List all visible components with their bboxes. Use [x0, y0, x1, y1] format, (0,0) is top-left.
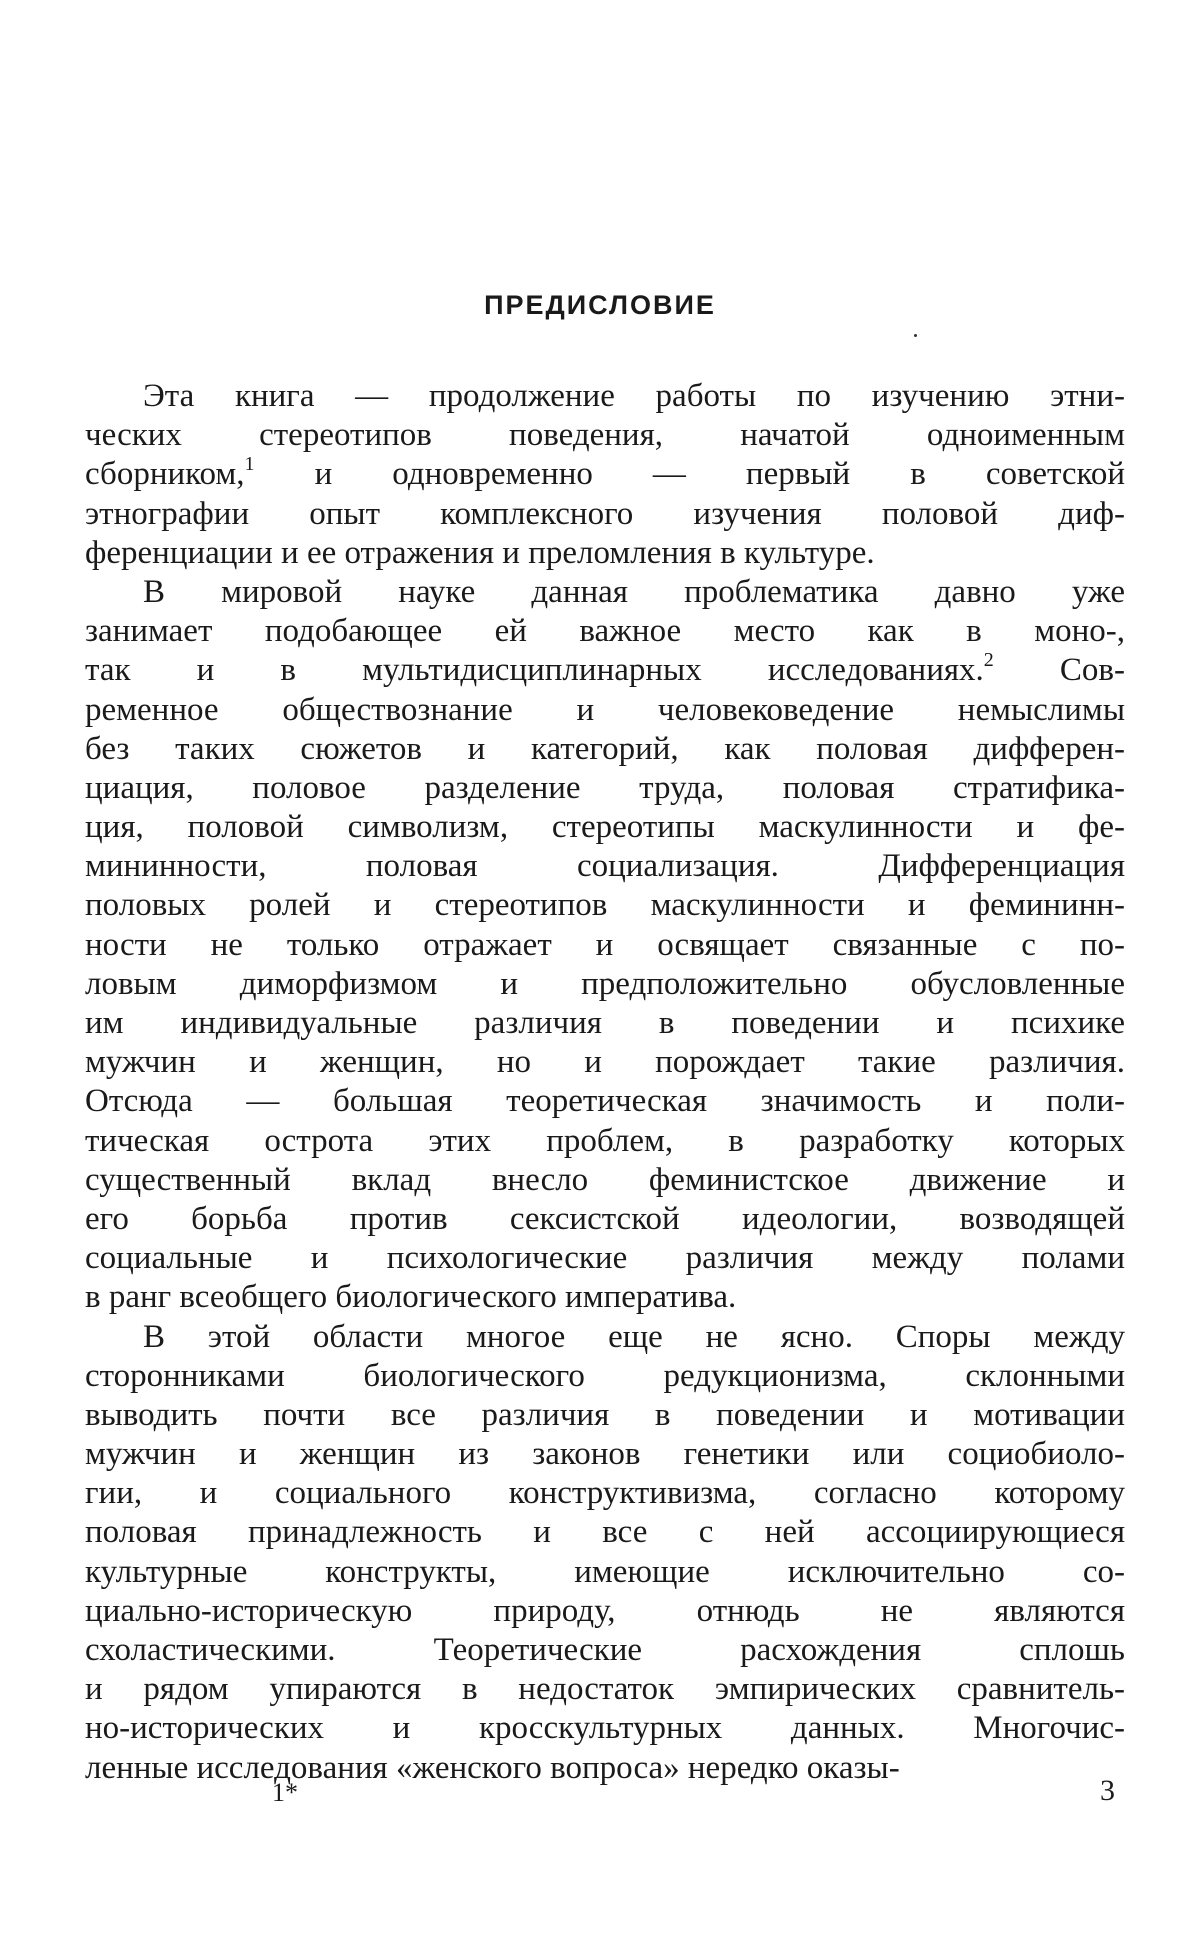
text-line: без таких сюжетов и категорий, как половая дифферен-	[85, 730, 1125, 767]
text-line: мужчин и женщин из законов генетики или социобиоло-	[85, 1436, 1125, 1473]
signature-mark: 1*	[272, 1778, 298, 1807]
line-text-before-footnote: сборником,	[85, 456, 245, 493]
text-line: Отсюда — большая теоретическая значимость и поли-	[85, 1083, 1125, 1120]
footnote-marker: 1	[244, 453, 255, 476]
text-line: и рядом упираются в недостаток эмпирических сравнитель-	[85, 1671, 1125, 1708]
text-line: ременное обществознание и человековедение немыслимы	[85, 691, 1125, 728]
text-line: мужчин и женщин, но и порождает такие различия.	[85, 1044, 1125, 1081]
line-text-after-footnote: Сов-	[993, 652, 1125, 689]
text-line: тическая острота этих проблем, в разработку которых	[85, 1122, 1125, 1159]
print-speck	[914, 334, 917, 337]
text-line: половых ролей и стереотипов маскулинности и фемининн-	[85, 887, 1125, 924]
text-line: гии, и социального конструктивизма, согласно которому	[85, 1475, 1125, 1512]
text-line: этнографии опыт комплексного изучения половой диф-	[85, 495, 1125, 532]
footnote-marker: 2	[983, 649, 994, 672]
text-line: его борьба против сексистской идеологии, возводящей	[85, 1200, 1125, 1237]
text-line: социальные и психологические различия между полами	[85, 1240, 1125, 1277]
page-number: 3	[1100, 1774, 1115, 1807]
text-line: ция, половой символизм, стереотипы маскулинности и фе-	[85, 809, 1125, 846]
text-line: существенный вклад внесло феминистское движение и	[85, 1161, 1125, 1198]
text-line: В мировой науке данная проблематика давно уже	[143, 573, 1125, 610]
text-line: мининности, половая социализация. Дифференциация	[85, 848, 1125, 885]
text-line: но-исторических и кросскультурных данных. Многочис-	[85, 1710, 1125, 1747]
line-text-after-footnote: и одновременно — первый в советской	[254, 456, 1125, 493]
text-line: занимает подобающее ей важное место как в моно-,	[85, 613, 1125, 650]
text-line: схоластическими. Теоретические расхождения сплошь	[85, 1632, 1125, 1668]
text-line: циация, половое разделение труда, половая стратифика-	[85, 769, 1125, 806]
text-line	[85, 651, 1125, 690]
text-line: им индивидуальные различия в поведении и психике	[85, 1005, 1125, 1041]
line-text-before-footnote: так и в мультидисциплинарных исследованиях.	[85, 652, 984, 689]
text-line: ференциации и ее отражения и преломления в культуре.	[85, 534, 875, 571]
body-text	[85, 377, 1125, 1788]
paragraph	[85, 377, 1125, 573]
paragraph	[85, 573, 1125, 1318]
text-line: В этой области многое еще не ясно. Споры между	[143, 1318, 1125, 1355]
text-line: половая принадлежность и все с ней ассоциирующиеся	[85, 1514, 1125, 1551]
text-line: Эта книга — продолжение работы по изучению этни-	[143, 378, 1125, 414]
text-line: ленные исследования «женского вопроса» нередко оказы-	[85, 1749, 900, 1786]
text-line: ческих стереотипов поведения, начатой одноименным	[85, 417, 1125, 454]
text-line: культурные конструкты, имеющие исключительно со-	[85, 1553, 1125, 1590]
text-line: сторонниками биологического редукционизма, склонными	[85, 1357, 1125, 1394]
paragraph	[85, 1318, 1125, 1788]
text-line: ности не только отражает и освящает связанные с по-	[85, 926, 1125, 963]
text-line: ловым диморфизмом и предположительно обусловленные	[85, 965, 1125, 1002]
text-line: в ранг всеобщего биологического императива.	[85, 1279, 737, 1316]
text-line	[85, 455, 1125, 494]
text-line: выводить почти все различия в поведении и мотивации	[85, 1396, 1125, 1433]
text-line: циально-историческую природу, отнюдь не являются	[85, 1592, 1125, 1629]
page-heading: ПРЕДИСЛОВИЕ	[484, 290, 716, 320]
